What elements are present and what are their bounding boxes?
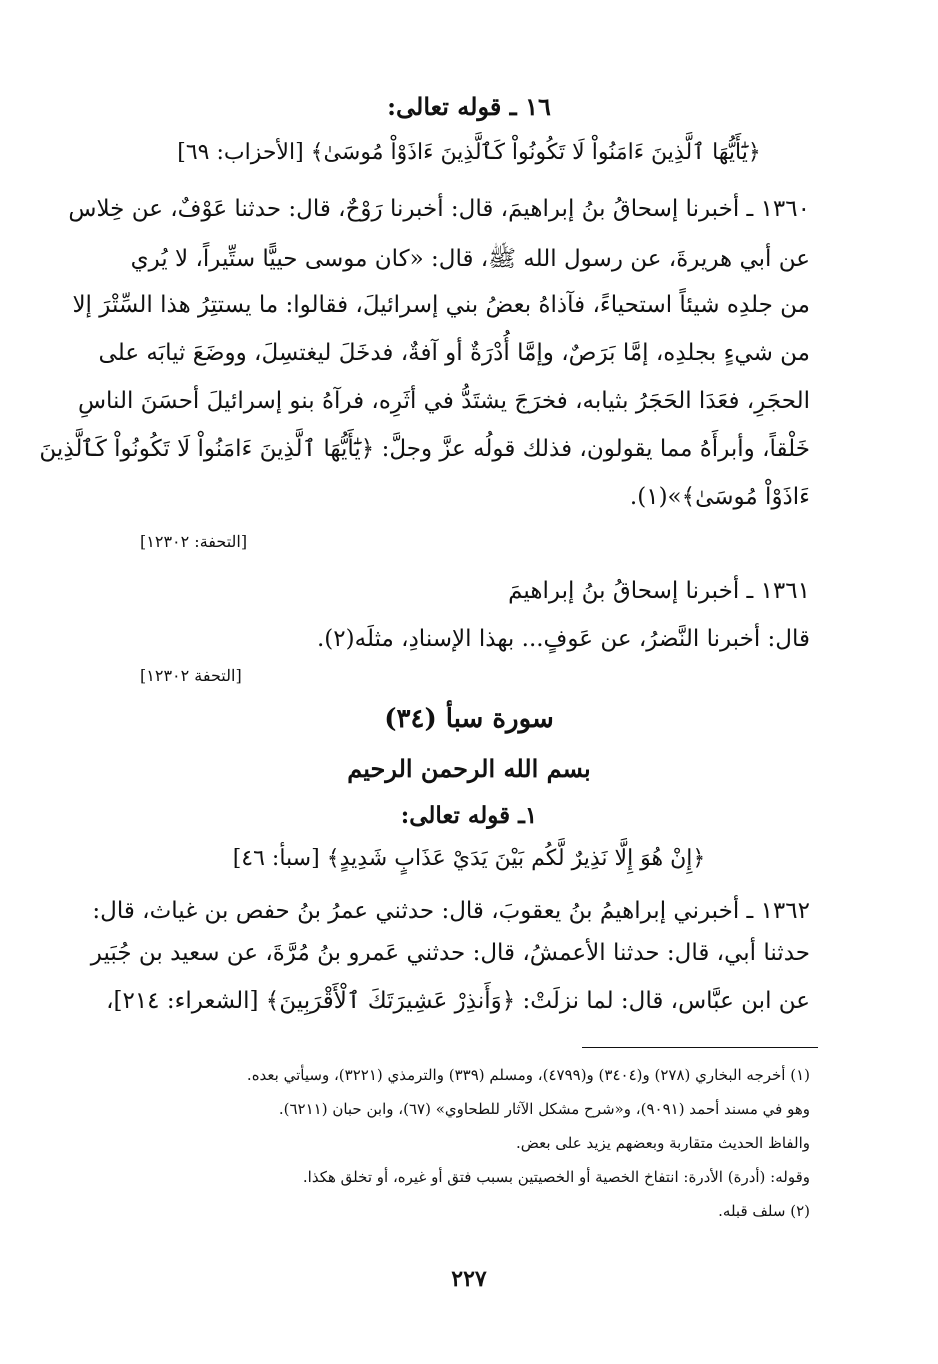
footnote-divider [582,1047,818,1048]
hadith-1360-line-1: ١٣٦٠ ـ أخبرنا إسحاقُ بنُ إبراهيمَ، قال: أخبرنا رَوْحٌ، قال: حدثنا عَوْفٌ، عن خِلاس [68,196,810,222]
section-heading: ١٦ ـ قوله تعالى: [387,92,551,121]
page-number: ٢٢٧ [451,1266,487,1292]
footnote-line: وهو في مسند أحمد (٩٠٩١)، و«شرح مشكل الآثار للطحاوي» (٦٧)، وابن حبان (٦٢١١). [278,1100,810,1118]
footnote-line: وقوله: (أدرة) الأدرة: انتفاخ الخصية أو الخصيتين بسبب فتق أو غيره، أو تخلق هكذا. [302,1168,810,1186]
surah-title: سورة سبأ (٣٤) [384,704,554,734]
hadith-1361-line-2: قال: أخبرنا النَّضرُ، عن عَوفٍ... بهذا الإسنادِ، مثلَه(٢). [317,626,810,652]
hadith-1362-line-1: ١٣٦٢ ـ أخبرني إبراهيمُ بنُ يعقوبَ، قال: حدثني عمرُ بنُ حفص بن غياث، قال: [92,898,810,924]
tuhfa-reference: [التحفة: ١٢٣٠٢] [140,532,248,551]
footnote-line: (٢) سلف قبله. [718,1202,810,1220]
hadith-1360-line-3: من جلدِه شيئاً استحياءً، فآذاهُ بعضُ بني إسرائيلَ، فقالوا: ما يستتِرُ هذا السِّتْرَ إلا [72,292,810,318]
section-heading: ١ـ قوله تعالى: [400,802,538,829]
hadith-1362-line-3: عن ابن عبَّاس، قال: لما نزلَتْ: ﴿وَأَنذِرْ عَشِيرَتَكَ ٱلْأَقْرَبِينَ﴾ [الشعراء: ٢١٤]، [106,988,810,1014]
quran-verse-saba: ﴿إِنْ هُوَ إِلَّا نَذِيرٌ لَّكُم بَيْنَ يَدَيْ عَذَابٍ شَدِيدٍ﴾ [سبأ: ٤٦] [232,846,706,871]
hadith-1360-line-2: عن أبي هريرةَ، عن رسول الله ﷺ، قال: «كان موسى حييًّا ستِّيراً، لا يُري [130,246,810,272]
hadith-1360-line-7: ءَاذَوْاْ مُوسَىٰ﴾»(١). [629,484,810,510]
hadith-1361-line-1: ١٣٦١ ـ أخبرنا إسحاقُ بنُ إبراهيمَ [508,578,810,604]
hadith-1362-line-2: حدثنا أبي، قال: حدثنا الأعمشُ، قال: حدثني عَمرو بنُ مُرَّةَ، عن سعيد بن جُبَير [90,940,810,966]
basmala: بسم الله الرحمن الرحيم [347,754,591,783]
footnote-line: والفاظ الحديث متقاربة وبعضهم يزيد على بعض. [515,1134,810,1152]
hadith-1360-line-5: الحجَرِ، فعَدَا الحَجَرُ بثيابه، فخرَجَ يشتَدُّ في أثَرِه، فرآهُ بنو إسرائيلَ أحسَنَ الناسِ [77,388,810,414]
quran-verse-ahzab: ﴿يَٰٓأَيُّهَا ٱلَّذِينَ ءَامَنُواْ لَا تَكُونُواْ كَٱلَّذِينَ ءَاذَوْاْ مُوسَىٰ﴾ [الأحزاب: ٦٩] [177,140,761,165]
hadith-1360-line-6: خَلْقاً، وأبرأَهُ مما يقولون، فذلك قولُه عزَّ وجلَّ: ﴿يَٰٓأَيُّهَا ٱلَّذِينَ ءَامَنُواْ لَا تَكُونُواْ كَٱلَّذِينَ [39,436,810,462]
hadith-1360-line-4: من شيءٍ بجلدِه، إمَّا بَرَصٌ، وإمَّا أُدْرَةٌ أو آفةٌ، فدخَلَ ليغتسِلَ، ووضَعَ ثيابَه على [98,340,810,366]
footnote-line: (١) أخرجه البخاري (٢٧٨) و(٣٤٠٤) و(٤٧٩٩)، ومسلم (٣٣٩) والترمذي (٣٢٢١)، وسيأتي بعده. [246,1066,810,1084]
tuhfa-reference: [التحفة ١٢٣٠٢] [140,666,242,685]
